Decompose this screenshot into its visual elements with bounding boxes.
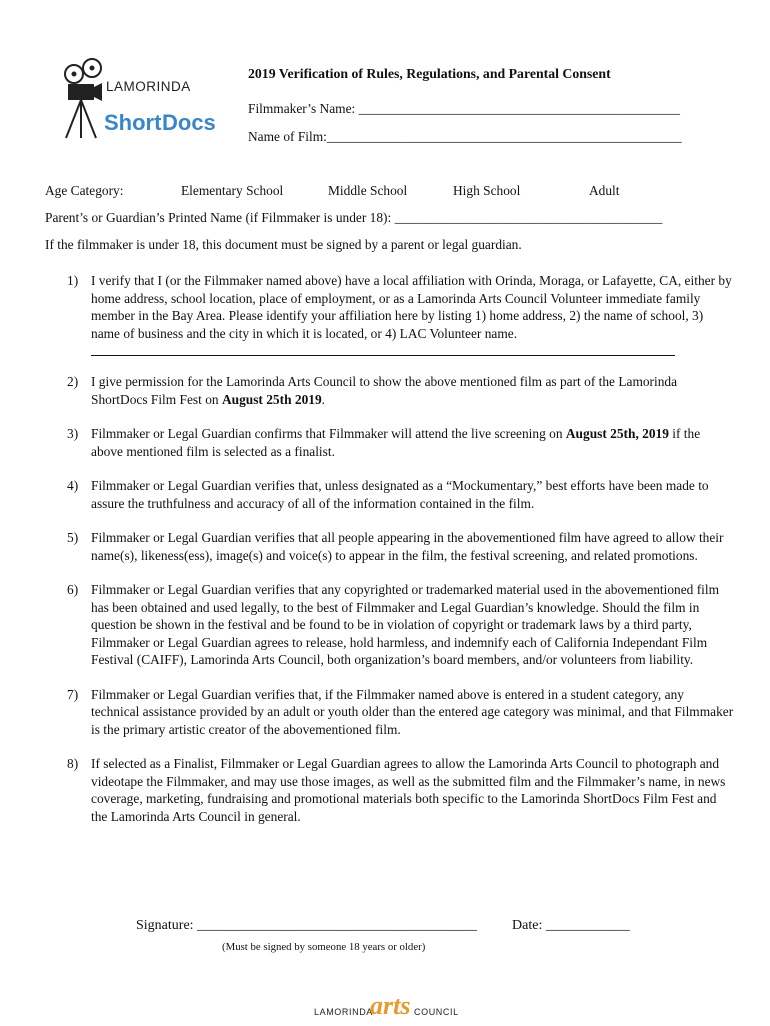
age-option-elementary[interactable]: Elementary School bbox=[181, 183, 284, 198]
date-field[interactable]: Date: ____________ bbox=[512, 918, 630, 933]
logo-short-text: Short bbox=[104, 110, 162, 135]
rule-number: 8) bbox=[67, 756, 79, 771]
age-option-high[interactable]: High School bbox=[453, 183, 521, 198]
intro-text: If the filmmaker is under 18, this document must be signed by a parent or legal guardian. bbox=[45, 237, 522, 252]
rule-number: 2) bbox=[67, 374, 79, 389]
document-title: 2019 Verification of Rules, Regulations, and Parental Consent bbox=[248, 66, 611, 81]
age-category-row bbox=[45, 183, 685, 201]
rule-text: Filmmaker or Legal Guardian verifies that all people appearing in the abovementioned film have agreed to allow their name(s), likeness(ess), image(s) and voice(s) to appear in the film, the festival screening, and related promotions. bbox=[91, 530, 724, 563]
list-item bbox=[45, 425, 735, 460]
rule-text: Filmmaker or Legal Guardian verifies that any copyrighted or trademarked material used in the abovementioned film has been obtained and used legally, to the best of Filmmaker and Legal Guardian’s knowledge. Should the film in question be shown in the festival and be found to be in violation of copyright or trademark laws by a third party, Filmmaker or Legal Guardian agrees to release, hold harmless, and indemnify each of California Independant Film Festival (CAIFF), Lamorinda Arts Council, both organization’s board members, and/or volunteers from liability. bbox=[91, 582, 720, 667]
rule-number: 5) bbox=[67, 530, 79, 545]
signature-row bbox=[136, 918, 630, 934]
list-item bbox=[45, 272, 735, 356]
rule-number: 1) bbox=[67, 273, 79, 288]
affiliation-line[interactable] bbox=[91, 343, 675, 356]
rules-list bbox=[45, 272, 735, 825]
age-option-adult[interactable]: Adult bbox=[589, 183, 620, 198]
rule-date: August 25th, 2019 bbox=[565, 426, 669, 441]
logo-docs-text: Docs bbox=[162, 110, 216, 135]
rule-text: Filmmaker or Legal Guardian confirms that Filmmaker will attend the live screening on August 25th, 2019 if the above mentioned film is selected as a finalist. bbox=[91, 426, 701, 459]
rule-text: Filmmaker or Legal Guardian verifies that, unless designated as a “Mockumentary,” best efforts have been made to assure the truthfulness and accuracy of all of the information contained in the film. bbox=[91, 478, 709, 511]
logo-council-text: COUNCIL bbox=[414, 1007, 459, 1017]
rule-number: 7) bbox=[67, 686, 79, 702]
rule-date: August 25th 2019 bbox=[221, 391, 322, 407]
film-name-field[interactable]: Name of Film:_____________________________________________________ bbox=[248, 129, 682, 144]
shortdocs-logo bbox=[60, 58, 220, 144]
list-item bbox=[45, 581, 735, 669]
list-item bbox=[45, 686, 735, 739]
age-category-label: Age Category: bbox=[45, 183, 124, 198]
rule-text: If selected as a Finalist, Filmmaker or Legal Guardian agrees to allow the Lamorinda Arts Council to photograph and videotape the Filmmaker, and may use those images, as well as the submitted film and the Filmmaker’s name, in news coverage, marketing, fundraising and promotional materials both specific to the Lamorinda ShortDocs Film Fest and the Lamorinda Arts Council in general. bbox=[91, 756, 726, 824]
rule-number: 4) bbox=[67, 478, 79, 493]
logo-arts-text: arts bbox=[370, 991, 411, 1020]
rule-text: Filmmaker or Legal Guardian verifies that, if the Filmmaker named above is entered in a student category, any technical assistance provided by an adult or youth older than the entered age category was minimal, and that Filmmaker is the primary artistic creator of the abovementioned film. bbox=[91, 686, 734, 737]
list-item bbox=[45, 373, 735, 408]
rule-number: 6) bbox=[67, 582, 79, 597]
film-camera-icon bbox=[60, 58, 220, 144]
guardian-name-field[interactable]: Parent’s or Guardian’s Printed Name (if Filmmaker is under 18): ________________________________________ bbox=[45, 210, 663, 225]
arts-council-logo bbox=[310, 988, 470, 1022]
logo-lamorinda-text: LAMORINDA bbox=[106, 79, 191, 94]
list-item bbox=[45, 477, 735, 512]
rule-number: 3) bbox=[67, 426, 79, 441]
filmmaker-name-field[interactable]: Filmmaker’s Name: ________________________________________________ bbox=[248, 101, 680, 116]
list-item bbox=[45, 529, 735, 564]
rule-text: I verify that I (or the Filmmaker named above) have a local affiliation with Orinda, Moraga, or Lafayette, CA, either by home address, school location, place of employment, or as a Lamorinda Arts Council Volunteer immediate family member in the Bay Area. Please identify your affiliation here by listing 1) home address, 2) the name of school, 3) name of business and the city in which it is located, or 4) LAC Volunteer name. bbox=[91, 273, 732, 341]
signature-field[interactable]: Signature: ________________________________________ bbox=[136, 918, 478, 933]
signature-note: (Must be signed by someone 18 years or older) bbox=[222, 941, 426, 953]
list-item bbox=[45, 755, 735, 825]
logo-lamorinda-text: LAMORINDA bbox=[314, 1007, 373, 1017]
rule-text: I give permission for the Lamorinda Arts Council to show the above mentioned film as part of the Lamorinda ShortDocs Film Fest on August 25th 2019. bbox=[91, 374, 678, 407]
age-option-middle[interactable]: Middle School bbox=[328, 183, 408, 198]
